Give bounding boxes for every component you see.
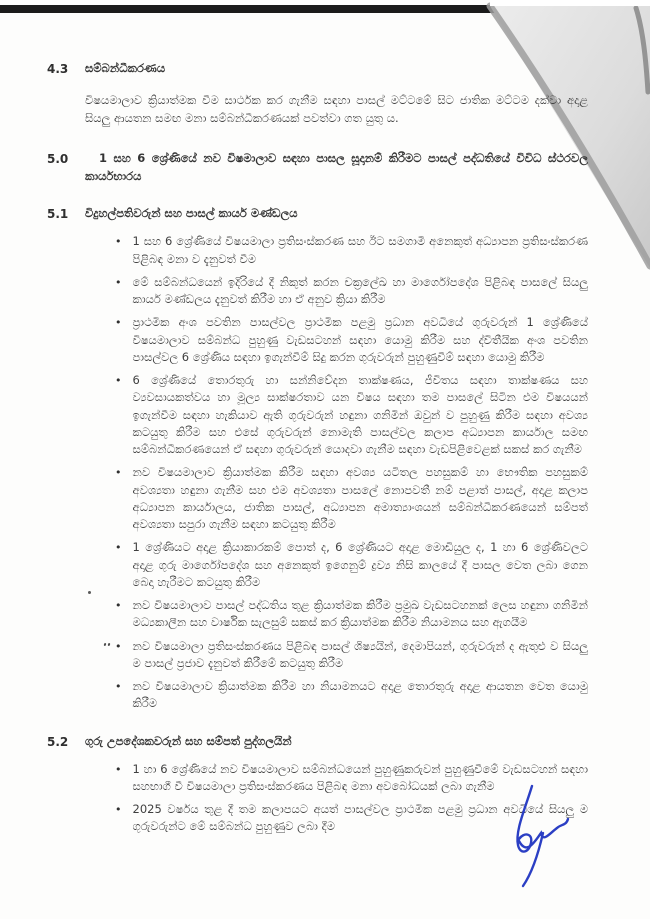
document-body [47, 60, 588, 856]
bullet-icon: • [115, 599, 122, 613]
list-item [115, 372, 588, 458]
section-heading: විදුහල්පතිවරුන් සහ පාසල් කාර්ය මණ්ඩලය [85, 206, 298, 221]
bullet-text: නව විෂයමාලාව ක්‍රියාත්මක කිරීම සඳහා අවශ්‍ය යටිතල පහසුකම් හා භෞතික පහසුකම් අවශ්‍යතා හඳුනා ගැනීම සහ එම අවශ්‍යතා පාසලේ නොපවතී නම් පළාත් පාසල්, අදාළ කලාප අධ්‍යාපන කාර්යාලය, ජාතික පාසල්, අධ්‍යාපන අමාත්‍යාංශයන් සම්බන්ධීකරණයෙන් සම්පත් අවශ්‍යතා සපුරා ගැනීම සඳහා කටයුතු කිරීම [132, 465, 588, 532]
list-item [115, 638, 588, 673]
bullet-text: 1 සහ 6 ශ්‍රේණියේ විෂයමාලා ප්‍රතිසංස්කරණ සහ ඊට සමගාමී අනෙකුත් අධ්‍යාපන ප්‍රතිසංස්කරණ පිළිබඳ මනා ව දැනුවත් වීම [132, 234, 588, 266]
bullet-text: මේ සම්බන්ධයෙන් ඉදිරියේ දී නිකුත් කරන චක්‍රලේඛ හා මාර්ගෝපදේශ පිළිබඳ පාසලේ සියලු කාර්ය මණ්ඩලය දැනුවත් කිරීම හා ඒ අනුව ක්‍රියා කිරීම [132, 274, 588, 307]
bullet-text: නව විෂයමාලාව ක්‍රියාත්මක කිරීම හා නියාමනයට අදාළ තොරතුරු අදාළ ආයතන වෙත යොමු කිරීම [132, 679, 588, 711]
section-heading: සම්බන්ධීකරණය [85, 61, 166, 75]
bullet-icon: • [115, 275, 122, 289]
bullet-icon: • [115, 680, 122, 694]
bullet-text: ප්‍රාථමික අංශ පවතින පාසල්වල ප්‍රාථමික පළමු ප්‍රධාන අවධියේ ගුරුවරුන් 1 ශ්‍රේණියේ විෂයමාලාව සම්බන්ධ පුහුණු වැඩසටහන් සඳහා යොමු කිරීම සහ ද්විතීයික අංශ පවතින පාසල්වල 6 ශ්‍රේණිය සඳහා ඉගැන්වීම් සිදු කරන ගුරුවරුන් පුහුණුවීම් සඳහා යොමු කිරීම [132, 315, 588, 364]
bullet-icon: • [115, 762, 122, 776]
stray-ink-dot [88, 591, 91, 594]
section-number: 5.0 [47, 151, 69, 166]
list-item [115, 539, 588, 591]
bullet-icon: • [115, 541, 122, 555]
section-number: 5.2 [47, 734, 69, 749]
bullet-icon: • [115, 235, 122, 249]
stray-ink-mark [104, 643, 111, 647]
section-5-1 [47, 205, 588, 712]
bullet-icon: • [115, 316, 122, 330]
bullet-icon: • [115, 639, 122, 653]
section-5-0 [47, 150, 588, 186]
section-number: 5.1 [47, 207, 69, 222]
section-heading: 1 සහ 6 ශ්‍රේණියේ නව විෂමාලාව සඳහා පාසල සූදානම් කිරීමට පාසල් පද්ධතියේ විවිධ ස්ථරවල කාර්යභාරය [85, 150, 588, 183]
list-item [115, 233, 588, 268]
list-item [115, 464, 588, 533]
bullet-icon: • [115, 374, 122, 388]
section-number: 4.3 [47, 62, 69, 76]
bullet-text: නව විෂයමාලා ප්‍රතිසංස්කරණය පිළිබඳ පාසල් ශිෂ්‍යයින්, දෙමාපියන්, ගුරුවරුන් ද ඇතුළු ව සියලු ම පාසල් ප්‍රජාව දැනුවත් කිරීමේ කටයුතු කිරීම [132, 638, 588, 670]
bullet-text: 1 ශ්‍රේණියට අදාළ ක්‍රියාකාරකම් පොත් ද, 6 ශ්‍රේණියට අදාළ මොඩියුල ද, 1 හා 6 ශ්‍රේණිවලට අදාළ ගුරු මාර්ගෝපදේශ සහ අනෙකුත් ඉගෙනුම් ද්‍රව්‍ය නිසි කාලයේ දී පාසල වෙත ලබා ගෙන බෙදා හැරීමට කටයුතු කිරීම [132, 540, 588, 589]
bullet-list [115, 233, 588, 712]
bullet-text: නව විෂයමාලාව පාසල් පද්ධතිය තුළ ක්‍රියාත්මක කිරීම ප්‍රමුඛ වැඩසටහනක් ලෙස හඳුනා ගනිමින් මධ්‍යකාලීන සහ වාර්ෂික සැලසුම් සකස් කර ක්‍රියාත්මක කිරීම නියාමනය සහ ඇගයීම [132, 598, 588, 630]
bullet-text: 6 ශ්‍රේණියේ තොරතුරු හා සන්නිවේදන තාක්ෂණය, ජීවිතය සඳහා තාක්ෂණය සහ ව්‍යවසායකත්වය හා මූල්‍ය සාක්ෂරතාව යන විෂය සඳහා තම පාසලේ සිටින එම විෂයයන් ඉගැන්වීම සඳහා හැකියාව ඇති ගුරුවරුන් හඳුනා ගනිමින් ඔවුන් ව පුහුණු කිරීම සඳහා අවශ්‍ය කටයුතු කිරීම සහ එසේ ගුරුවරුන් නොමැති පාසල්වල කලාප අධ්‍යාපන කාර්යාල සමඟ සම්බන්ධීකරණයෙන් ඒ සඳහා ගුරුවරුන් යොදවා ගැනීම සඳහා වැඩපිළිවෙළක් සකස් කර ගැනීම [132, 373, 588, 457]
section-heading: ගුරු උපදේශකවරුන් සහ සම්පත් පුද්ගලයින් [85, 733, 292, 748]
signature [480, 783, 572, 889]
section-4-3 [47, 60, 588, 128]
bullet-icon: • [115, 466, 122, 480]
list-item [115, 314, 588, 366]
list-item [115, 274, 588, 309]
bullet-text: 1 හා 6 ශ්‍රේණියේ නව විෂයමාලාව සම්බන්ධයෙන් පුහුණුකරුවන් පුහුණුවීමේ වැඩසටහන් සඳහා සහභාගී වී විෂයමාලා ප්‍රතිසංස්කරණය පිළිබඳ මනා අවබෝධයක් ලබා ගැනීම [132, 761, 588, 793]
list-item [115, 597, 588, 632]
bullet-icon: • [115, 803, 122, 817]
list-item [115, 678, 588, 713]
bullet-text: 2025 වර්ෂය තුළ දී තම කලාපයට අයත් පාසල්වල ප්‍රාථමික පළමු ප්‍රධාන අවධියේ සියලු ම ගුරුවරුන්ට මේ සම්බන්ධ පුහුණුව ලබා දීම [132, 802, 588, 834]
section-paragraph: විෂයමාලාව ක්‍රියාත්මක වීම සාර්ථක කර ගැනීම සඳහා පාසල් මට්ටමේ සිට ජාතික මට්ටම දක්වා අදාළ සියලු ආයතන සමඟ මනා සම්බන්ධීකරණයක් පවත්වා ගත යුතු ය. [85, 93, 588, 126]
